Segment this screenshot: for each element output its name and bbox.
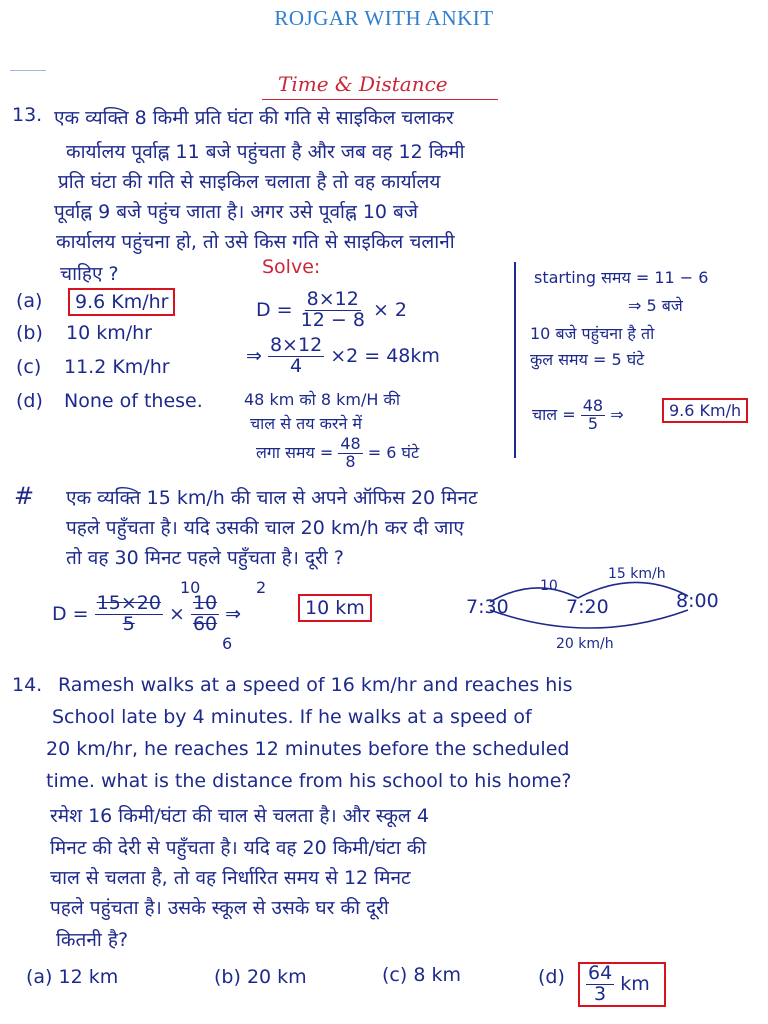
topic-underline: [262, 99, 498, 100]
q13-option-a-text: 9.6 Km/hr: [75, 291, 169, 313]
q13-distance-calc: ⇒ $\frac{8\times 12}{4}$ ×2 = 48km: [246, 334, 440, 377]
q13-work-time: लगा समय = $\frac{48}{8}$ = 6 घंटे: [256, 434, 420, 471]
q14-number: 14.: [12, 674, 43, 696]
q14-en-line-4: time. what is the distance from his school to his home?: [46, 770, 572, 792]
hash-cancel-over-1: 10: [180, 578, 201, 597]
q14-en-line-3: 20 km/hr, he reaches 12 minutes before the scheduled: [46, 738, 570, 760]
q13-option-d-key: (d): [16, 390, 43, 412]
q13-work-line-2: चाल से तय करने में: [250, 414, 362, 433]
q13-number: 13.: [12, 104, 43, 126]
topic-title: Time & Distance: [278, 72, 448, 96]
q14-hi-line-3: चाल से चलता है, तो वह निर्धारित समय से 12 मिनट: [50, 867, 411, 889]
q14-hi-line-5: कितनी है?: [56, 929, 129, 951]
q14-hi-line-2: मिनट की देरी से पहुँचता है। यदि वह 20 किमी/घंटा की: [50, 837, 427, 859]
q14-en-line-1: Ramesh walks at a speed of 16 km/hr and reaches his: [58, 674, 573, 696]
q13-side-line-1: starting समय = 11 − 6: [534, 268, 709, 287]
q14-option-b: (b) 20 km: [214, 966, 307, 988]
q14-option-a: (a) 12 km: [26, 966, 119, 988]
corner-mark: [10, 70, 46, 71]
q13-option-c-text: 11.2 Km/hr: [64, 356, 170, 378]
q13-side-line-4: कुल समय = 5 घंटे: [530, 350, 645, 369]
q13-option-a-answer-box: [68, 288, 175, 316]
q13-line-1: एक व्यक्ति 8 किमी प्रति घंटा की गति से साइकिल चलाकर: [54, 107, 454, 129]
timeline-time-3: 8:00: [676, 590, 719, 612]
hash-answer: 10 km: [305, 597, 365, 619]
q13-line-3: प्रति घंटा की गति से साइकिल चलाता है तो वह कार्यालय: [58, 171, 441, 193]
q14-hi-line-1: रमेश 16 किमी/घंटा की चाल से चलता है। और स्कूल 4: [50, 805, 429, 827]
q14-option-d-answer-box: [578, 962, 666, 1007]
q13-distance-formula: D = $\frac{8\times 12}{12 - 8}$ × 2: [256, 288, 408, 331]
q13-option-a-key: (a): [16, 290, 43, 312]
q13-option-c-key: (c): [16, 356, 42, 378]
page-brand-title: ROJGAR WITH ANKIT: [274, 6, 494, 30]
q13-line-6: चाहिए ?: [60, 263, 119, 285]
timeline-top-label: 15 km/h: [608, 566, 666, 582]
hash-line-2: पहले पहुँचता है। यदि उसकी चाल 20 km/h कर दी जाए: [66, 517, 464, 539]
q13-option-b-key: (b): [16, 322, 43, 344]
timeline-bottom-label: 20 km/h: [556, 636, 614, 652]
hash-line-1: एक व्यक्ति 15 km/h की चाल से अपने ऑफिस 20 मिनट: [66, 487, 478, 509]
q14-option-d-fraction: $\frac{64}{3}$: [588, 962, 613, 1005]
hash-distance-formula: D = $\frac{15\times 20}{5}$ × $\frac{10}{60}$ ⇒: [52, 592, 242, 635]
timeline-small-label: 10: [540, 578, 558, 594]
q13-column-divider: [514, 262, 516, 458]
q14-hi-line-4: पहले पहुंचता है। उसके स्कूल से उसके घर की दूरी: [50, 897, 389, 919]
q13-speed-answer: 9.6 Km/h: [669, 401, 742, 420]
q13-side-speed: चाल = $\frac{48}{5}$ ⇒: [532, 396, 624, 433]
q13-work-line-1: 48 km को 8 km/H की: [244, 390, 400, 409]
hash-marker: #: [14, 482, 35, 510]
q13-line-4: पूर्वाह्न 9 बजे पहुंच जाता है। अगर उसे पूर्वाह्न 10 बजे: [54, 201, 418, 223]
q14-option-d-unit: km: [620, 972, 650, 995]
q13-side-line-2: ⇒ 5 बजे: [628, 296, 683, 315]
q14-option-c: (c) 8 km: [382, 964, 461, 986]
q13-option-d-text: None of these.: [64, 390, 203, 412]
q13-speed-answer-box: [662, 398, 748, 423]
hash-cancel-over-2: 2: [256, 578, 267, 597]
solve-label: Solve:: [262, 256, 321, 278]
q13-line-5: कार्यालय पहुंचना हो, तो उसे किस गति से साइकिल चलानी: [56, 231, 455, 253]
q14-option-d-key: (d): [538, 966, 565, 988]
hash-answer-box: [298, 594, 372, 622]
hash-line-3: तो वह 30 मिनट पहले पहुँचता है। दूरी ?: [66, 547, 344, 569]
hash-cancel-under: 6: [222, 634, 233, 653]
q13-option-b-text: 10 km/hr: [66, 322, 152, 344]
timeline-time-2: 7:20: [566, 596, 609, 618]
timeline-time-1: 7:30: [466, 596, 509, 618]
q14-en-line-2: School late by 4 minutes. If he walks at a speed of: [52, 706, 532, 728]
q13-line-2: कार्यालय पूर्वाह्न 11 बजे पहुंचता है और जब वह 12 किमी: [66, 141, 465, 163]
q13-side-line-3: 10 बजे पहुंचना है तो: [530, 324, 655, 343]
